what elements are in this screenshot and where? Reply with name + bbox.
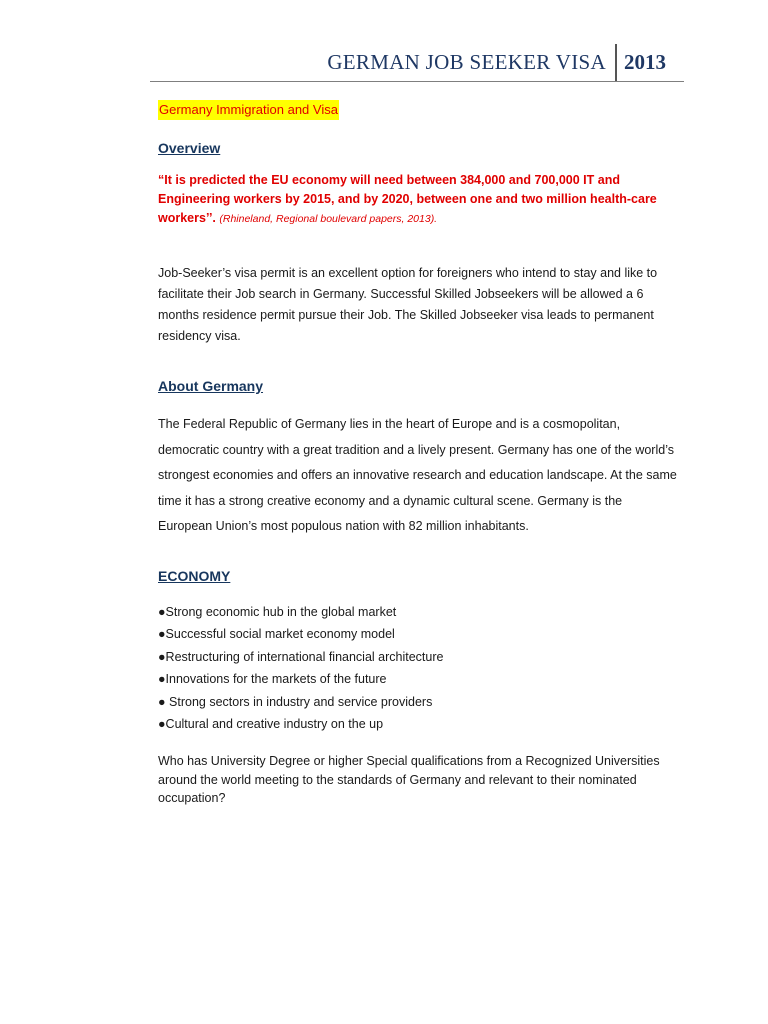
list-item: ●Successful social market economy model [158,627,395,642]
list-item: ●Cultural and creative industry on the up [158,717,384,732]
list-item: ●Restructuring of international financial architecture [158,649,444,664]
highlighted-title: Germany Immigration and Visa [158,100,339,120]
overview-quote [158,171,678,229]
page-header [150,44,684,82]
list-item: ●Strong economic hub in the global market [158,604,397,619]
list-item: ● Strong sectors in industry and service providers [158,694,433,709]
about-paragraph: The Federal Republic of Germany lies in the heart of Europe and is a cosmopolitan, democratic country with a great tradition and a lively present. Germany has one of the world’s strongest economies and offers an innovative research and education landscape. At the same time it has a strong creative economy and a dynamic cultural scene. Germany is the European Union’s most populous nation with 82 million inhabitants. [158,417,677,533]
overview-paragraph: Job-Seeker’s visa permit is an excellent option for foreigners who intend to stay and like to facilitate their Job search in Germany. Successful Skilled Jobseekers will be allowed a 6 months residence permit pursue their Job. The Skilled Jobseeker visa leads to permanent residency visa. [158,266,658,343]
header-title: GERMAN JOB SEEKER VISA [327,50,606,74]
about-heading: About Germany [158,378,264,394]
economy-bullet-list [158,601,678,737]
header-rule [150,81,684,82]
overview-heading: Overview [158,140,221,156]
header-separator [615,44,617,82]
quote-text: “It is predicted the EU economy will need between 384,000 and 700,000 IT and Engineering workers by 2015, and by 2020, between one and two million health-care workers’’. [158,173,657,225]
economy-heading: ECONOMY [158,567,231,584]
quote-citation: (Rhineland, Regional boulevard papers, 2013). [219,213,438,225]
qualification-question: Who has University Degree or higher Special qualifications from a Recognized Universities around the world meeting to the standards of Germany and relevant to their nominated occupation? [158,754,660,806]
document-body [158,100,678,808]
list-item: ●Innovations for the markets of the future [158,672,387,687]
header-year: 2013 [624,50,666,74]
